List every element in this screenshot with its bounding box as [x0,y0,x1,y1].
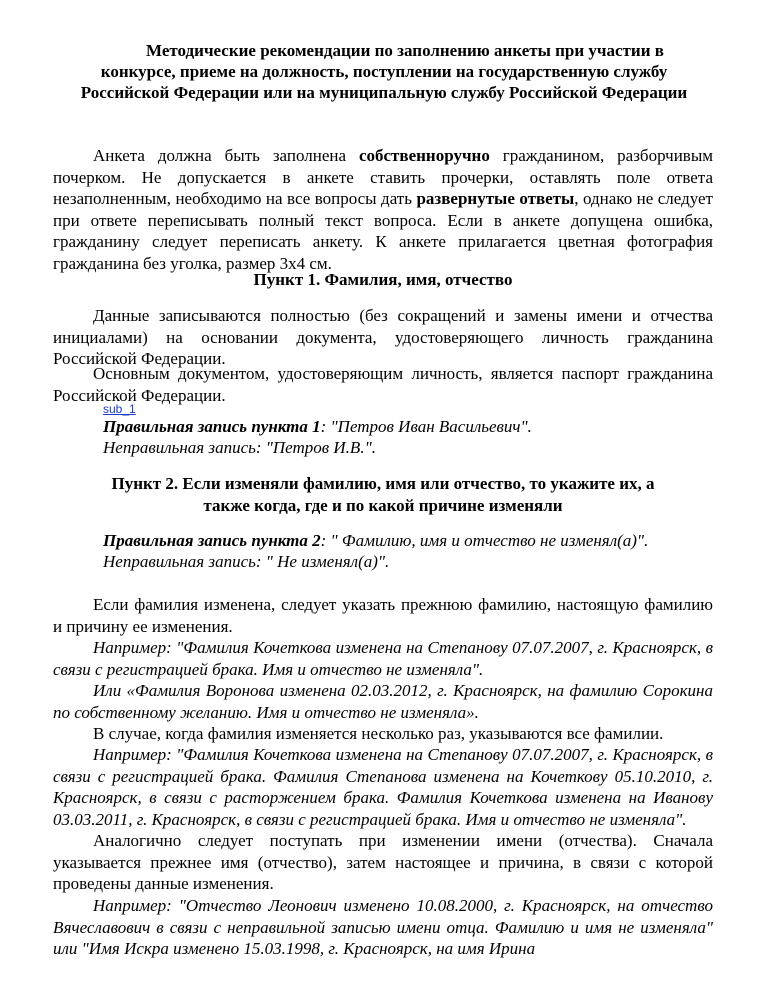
title-line-3: Российской Федерации или на муниципальную службу Российской Федерации [80,83,688,102]
section-2-paragraph-3: Аналогично следует поступать при изменении имени (отчества). Сначала указывается прежнее имя (отчество), затем настоящее и причина, в связи с которой проведены данные изменения. [53,831,713,893]
sub-1-link[interactable]: sub_1 [103,402,136,416]
intro-paragraph [53,145,713,274]
section-1-correct [53,416,763,438]
section-1-heading: Пункт 1. Фамилия, имя, отчество [253,270,513,289]
intro-text-3: , однако не следует при ответе переписывать полный текст вопроса. Если в анкете допущена ошибка, гражданину следует переписать анкету. К анкете прилагается цветная фотография гражданина без уголка, размер 3х4 см. [53,189,713,273]
section-2-heading [53,473,713,517]
intro-bold-2: развернутые ответы [416,189,575,208]
example-1: Например: "Фамилия Кочеткова изменена на Степанову 07.07.2007, г. Красноярск, в связи с регистрацией брака. Имя и отчество не изменяла". [53,638,713,679]
section-2-heading-line-2: также когда, где и по какой причине изменяли [203,496,563,515]
section-1-paragraph-1: Данные записываются полностью (без сокращений и замены имени и отчества инициалами) на основании документа, удостоверяющего личность гражданина Российской Федерации. [53,306,713,368]
document-title [50,40,718,103]
title-line-1: Методические рекомендации по заполнению анкеты при участии в [146,41,664,60]
intro-text-2: гражданином, разборчивым почерком. Не допускается в анкете ставить прочерки, оставлять поле ответа незаполненным, необходимо на все вопросы дать [53,146,713,208]
section-2-correct [53,530,763,552]
example-4: Например: "Отчество Леонович изменено 10.08.2000, г. Красноярск, на отчество Вячеславович в связи с неправильной записью имени отца. Фамилию и имя не изменяла" или "Имя Искра изменено 15.03.1998, г. Красноярск, на имя Ирина [53,896,713,958]
section-1-paragraph-2: Основным документом, удостоверяющим личность, является паспорт гражданина Российской Федерации. [53,364,713,405]
section-1-wrong: Неправильная запись: "Петров И.В.". [103,438,376,457]
correct-label-2: Правильная запись пункта 2 [103,531,321,550]
title-line-2: конкурсе, приеме на должность, поступлении на государственную службу [100,62,668,81]
intro-bold-1: собственноручно [358,146,490,165]
intro-text-1: Анкета должна быть заполнена [93,146,359,165]
correct-value-2: : " Фамилию, имя и отчество не изменял(а)". [320,531,649,550]
section-2-paragraph-2: В случае, когда фамилия изменяется несколько раз, указываются все фамилии. [93,724,664,743]
section-2-wrong: Неправильная запись: " Не изменял(а)". [103,552,390,571]
section-2-heading-line-1: Пункт 2. Если изменяли фамилию, имя или отчество, то укажите их, а [111,474,655,493]
example-2: Или «Фамилия Воронова изменена 02.03.2012, г. Красноярск, на фамилию Сорокина по собственному желанию. Имя и отчество не изменяла». [53,681,713,722]
correct-value-1: : "Петров Иван Васильевич". [320,417,532,436]
example-3: Например: "Фамилия Кочеткова изменена на Степанову 07.07.2007, г. Красноярск, в связи с регистрацией брака. Фамилия Степанова изменена на Кочеткову 05.10.2010, г. Красноярск, в связи с расторжением брака. Фамилия Кочеткова изменена на Иванову 03.03.2011, г. Красноярск, в связи с регистрацией брака. Имя и отчество не изменяла". [53,745,713,829]
correct-label-1: Правильная запись пункта 1 [103,417,321,436]
section-2-paragraph-1: Если фамилия изменена, следует указать прежнюю фамилию, настоящую фамилию и причину ее изменения. [53,595,713,636]
